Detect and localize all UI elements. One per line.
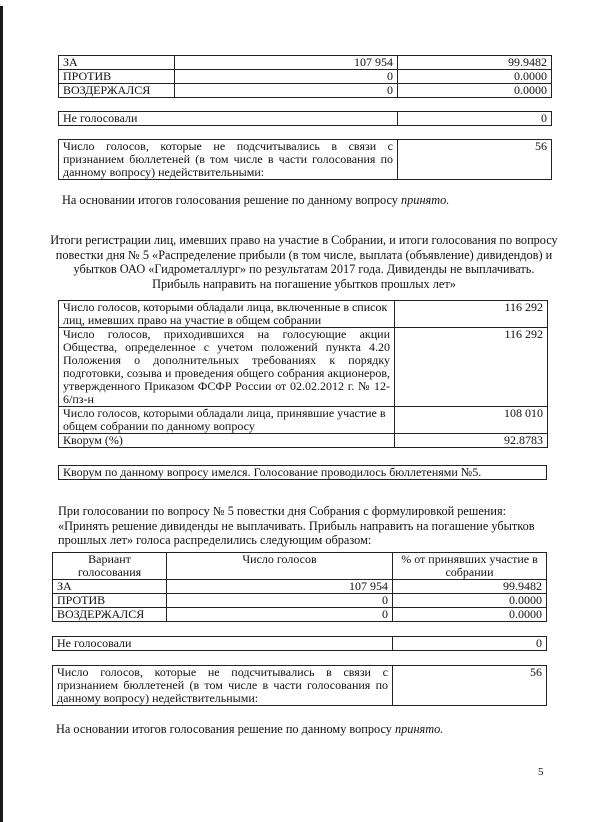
- not-voted-label: Не голосовали: [53, 637, 393, 651]
- not-voted-table-q4: [58, 111, 552, 126]
- vote-count: 0: [175, 84, 398, 98]
- header-option: Вариант голосования: [53, 553, 167, 580]
- table-row: [59, 301, 548, 328]
- registration-label: Число голосов, которыми обладали лица, принявшие участие в общем собрании по данному вопросу: [59, 407, 395, 434]
- heading-line: убытков ОАО «Гидрометаллург» по результатам 2017 года. Дивиденды не выплачивать.: [73, 262, 535, 276]
- table-row: [59, 407, 548, 434]
- vote-percent: 0.0000: [398, 84, 552, 98]
- table-row: [59, 466, 547, 480]
- registration-value: 116 292: [395, 301, 548, 328]
- vote-option: ВОЗДЕРЖАЛСЯ: [59, 84, 175, 98]
- vote-count: 107 954: [167, 580, 393, 594]
- not-voted-value: 0: [393, 637, 547, 651]
- heading-line: Прибыль направить на погашение убытков прошлых лет»: [152, 276, 456, 291]
- invalid-votes-label: Число голосов, которые не подсчитывались в связи с признанием бюллетеней (в том числе в части голосования по данному вопросу) недействительными:: [59, 140, 398, 180]
- conclusion-text: На основании итогов голосования решение по данному вопросу: [62, 193, 401, 207]
- vote-count: 0: [167, 608, 393, 622]
- invalid-votes-value: 56: [398, 140, 552, 180]
- vote-count: 0: [175, 70, 398, 84]
- vote-count: 0: [167, 594, 393, 608]
- heading-line: Итоги регистрации лиц, имевших право на участие в Собрании, и итоги голосования по вопросу: [50, 233, 558, 247]
- heading-line: повестки дня № 5 «Распределение прибыли (в том числе, выплата (объявление) дивидендов) и: [55, 247, 553, 262]
- vote-count: 107 954: [175, 56, 398, 70]
- not-voted-table-q5: [52, 636, 547, 651]
- vote-percent: 0.0000: [398, 70, 552, 84]
- vote-results-table-q5: [52, 552, 547, 622]
- registration-value: 108 010: [395, 407, 548, 434]
- conclusion-result: принято.: [401, 193, 450, 207]
- table-row: [53, 637, 547, 651]
- registration-label: Число голосов, приходившихся на голосующие акции Общества, определенное с учетом положений пункта 4.20 Положения о дополнительных требованиях к порядку подготовки, созыва и проведения общего собрания акционеров, утвержденного Приказом ФСФР России от 02.02.2012 г. № 12-6/пз-н: [59, 328, 395, 407]
- table-header-row: [53, 553, 547, 580]
- table-row: [53, 580, 547, 594]
- invalid-votes-value: 56: [393, 666, 547, 706]
- header-votes: Число голосов: [167, 553, 393, 580]
- not-voted-label: Не голосовали: [59, 112, 398, 126]
- table-row: [59, 140, 552, 180]
- header-percent: % от принявших участие в собрании: [393, 553, 547, 580]
- invalid-votes-table-q5: [52, 665, 547, 706]
- registration-label: Число голосов, которыми обладали лица, включенные в список лиц, имевших право на участие в общем собрании: [59, 301, 395, 328]
- vote-option: ЗА: [53, 580, 167, 594]
- table-row: [59, 328, 548, 407]
- voting-intro: При голосовании по вопросу № 5 повестки дня Собрания с формулировкой решения: «Принять решение дивиденды не выплачивать. Прибыль направить на погашение убытков прошлых лет» голоса распределились следующим образом:: [58, 504, 535, 547]
- table-row: [53, 594, 547, 608]
- vote-option: ПРОТИВ: [53, 594, 167, 608]
- registration-value: 92.8783: [395, 434, 548, 448]
- not-voted-value: 0: [398, 112, 552, 126]
- vote-percent: 99.9482: [393, 580, 547, 594]
- invalid-votes-table-q4: [58, 139, 552, 180]
- vote-option: ЗА: [59, 56, 175, 70]
- invalid-votes-label: Число голосов, которые не подсчитывались в связи с признанием бюллетеней (в том числе в части голосования по данному вопросу) недействительными:: [53, 666, 393, 706]
- vote-percent: 99.9482: [398, 56, 552, 70]
- table-row: [59, 70, 552, 84]
- table-row: [59, 84, 552, 98]
- vote-option: ПРОТИВ: [59, 70, 175, 84]
- table-row: [59, 56, 552, 70]
- conclusion-result: принято.: [395, 722, 444, 736]
- quorum-note: Кворум по данному вопросу имелся. Голосование проводилось бюллетенями №5.: [59, 466, 547, 480]
- scan-edge: [0, 4, 3, 822]
- scan-corner: [0, 0, 10, 6]
- page-number: 5: [538, 766, 544, 778]
- registration-label: Кворум (%): [59, 434, 395, 448]
- vote-percent: 0.0000: [393, 608, 547, 622]
- vote-option: ВОЗДЕРЖАЛСЯ: [53, 608, 167, 622]
- registration-value: 116 292: [395, 328, 548, 407]
- vote-results-table-q4: [58, 55, 552, 98]
- vote-percent: 0.0000: [393, 594, 547, 608]
- table-row: [53, 666, 547, 706]
- conclusion-q5: [56, 722, 556, 737]
- quorum-note-box: [58, 465, 547, 480]
- table-row: [53, 608, 547, 622]
- table-row: [59, 112, 552, 126]
- registration-table: [58, 300, 548, 448]
- table-row: [59, 434, 548, 448]
- conclusion-q4: [62, 193, 562, 208]
- conclusion-text: На основании итогов голосования решение по данному вопросу: [56, 722, 395, 736]
- section-5-heading: [40, 233, 568, 291]
